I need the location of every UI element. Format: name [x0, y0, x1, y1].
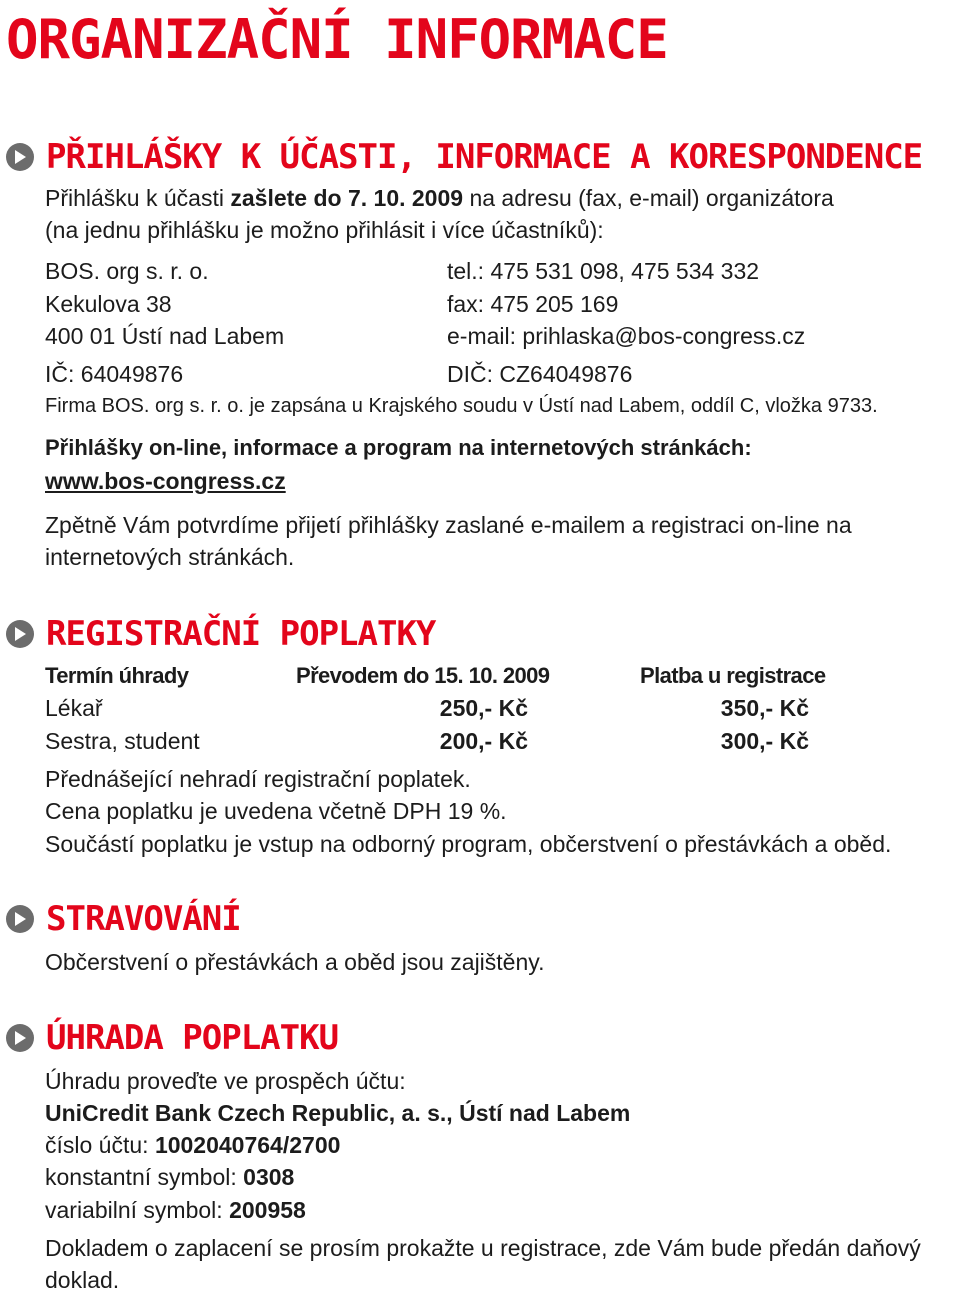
fee-row-onsite: 350,- Kč	[720, 695, 809, 721]
fee-row-label: Sestra, student	[45, 728, 200, 754]
fee-row-label: Lékař	[45, 695, 103, 721]
fee-row-transfer: 250,- Kč	[439, 695, 528, 721]
section-heading-text: ÚHRADA POPLATKU	[46, 1018, 339, 1058]
org-name: BOS. org s. r. o.	[45, 258, 209, 284]
intro-line	[45, 182, 834, 214]
play-arrow-icon	[6, 143, 34, 171]
fee-row-onsite: 300,- Kč	[720, 728, 809, 754]
company-register: Firma BOS. org s. r. o. je zapsána u Krajského soudu v Ústí nad Labem, oddíl C, vložka 9733.	[45, 395, 878, 417]
catering-text: Občerstvení o přestávkách a oběd jsou zajištěny.	[45, 949, 545, 975]
org-city: 400 01 Ústí nad Labem	[45, 323, 285, 349]
intro-line-2: (na jednu přihlášku je možno přihlásit i více účastníků):	[45, 217, 604, 243]
play-arrow-icon	[6, 1024, 34, 1052]
constant-value: 0308	[243, 1164, 295, 1190]
variable-label: variabilní symbol:	[45, 1197, 230, 1223]
fees-col-onsite: Platba u registrace	[640, 663, 826, 688]
constant-label: konstantní symbol:	[45, 1164, 244, 1190]
website-link[interactable]	[45, 465, 286, 497]
org-fax: fax: 475 205 169	[447, 291, 619, 317]
confirm-line-2: internetových stránkách.	[45, 544, 295, 570]
org-dic: DIČ: CZ64049876	[447, 361, 633, 387]
org-email: e-mail: prihlaska@bos-congress.cz	[447, 323, 806, 349]
section-heading-text: PŘIHLÁŠKY K ÚČASTI, INFORMACE A KORESPONDENCE	[46, 137, 923, 177]
play-arrow-icon	[6, 905, 34, 933]
intro-text-end: na adresu (fax, e-mail) organizátora	[463, 185, 834, 211]
section-heading-text: REGISTRAČNÍ POPLATKY	[46, 614, 436, 654]
fees-col-term: Termín úhrady	[45, 663, 189, 688]
fee-note-1: Přednášející nehradí registrační poplatek.	[45, 766, 471, 792]
page-title: ORGANIZAČNÍ INFORMACE	[6, 8, 668, 71]
section-heading-fees	[6, 612, 435, 656]
fee-note-2: Cena poplatku je uvedena včetně DPH 19 %.	[45, 798, 507, 824]
play-arrow-icon	[6, 620, 34, 648]
receipt-line-1: Dokladem o zaplacení se prosím prokažte u registrace, zde Vám bude předán daňový	[45, 1235, 921, 1261]
fee-note-3: Součástí poplatku je vstup na odborný program, občerstvení o přestávkách a oběd.	[45, 831, 892, 857]
deadline: zašlete do 7. 10. 2009	[230, 185, 464, 211]
section-heading-catering	[6, 897, 241, 941]
section-heading-text: STRAVOVÁNÍ	[46, 899, 241, 939]
payment-intro: Úhradu proveďte ve prospěch účtu:	[45, 1068, 406, 1094]
intro-text: Přihlášku k účasti	[45, 185, 231, 211]
org-street: Kekulova 38	[45, 291, 172, 317]
fees-col-transfer: Převodem do 15. 10. 2009	[296, 663, 550, 688]
receipt-line-2: doklad.	[45, 1267, 120, 1293]
variable-value: 200958	[229, 1197, 306, 1223]
account-value: 1002040764/2700	[154, 1132, 341, 1158]
account-number	[45, 1129, 340, 1161]
account-label: číslo účtu:	[45, 1132, 155, 1158]
section-heading-registration	[6, 135, 922, 179]
fee-row-transfer: 200,- Kč	[439, 728, 528, 754]
variable-symbol	[45, 1194, 306, 1226]
bank-name: UniCredit Bank Czech Republic, a. s., Ústí nad Labem	[45, 1100, 631, 1126]
constant-symbol	[45, 1161, 294, 1193]
confirm-line-1: Zpětně Vám potvrdíme přijetí přihlášky zaslané e-mailem a registraci on-line na	[45, 512, 852, 538]
website-link-text[interactable]: www.bos-congress.cz	[45, 468, 286, 494]
org-tel: tel.: 475 531 098, 475 534 332	[447, 258, 760, 284]
org-ic: IČ: 64049876	[45, 361, 184, 387]
section-heading-payment	[6, 1016, 338, 1060]
online-info: Přihlášky on-line, informace a program na internetových stránkách:	[45, 435, 752, 460]
